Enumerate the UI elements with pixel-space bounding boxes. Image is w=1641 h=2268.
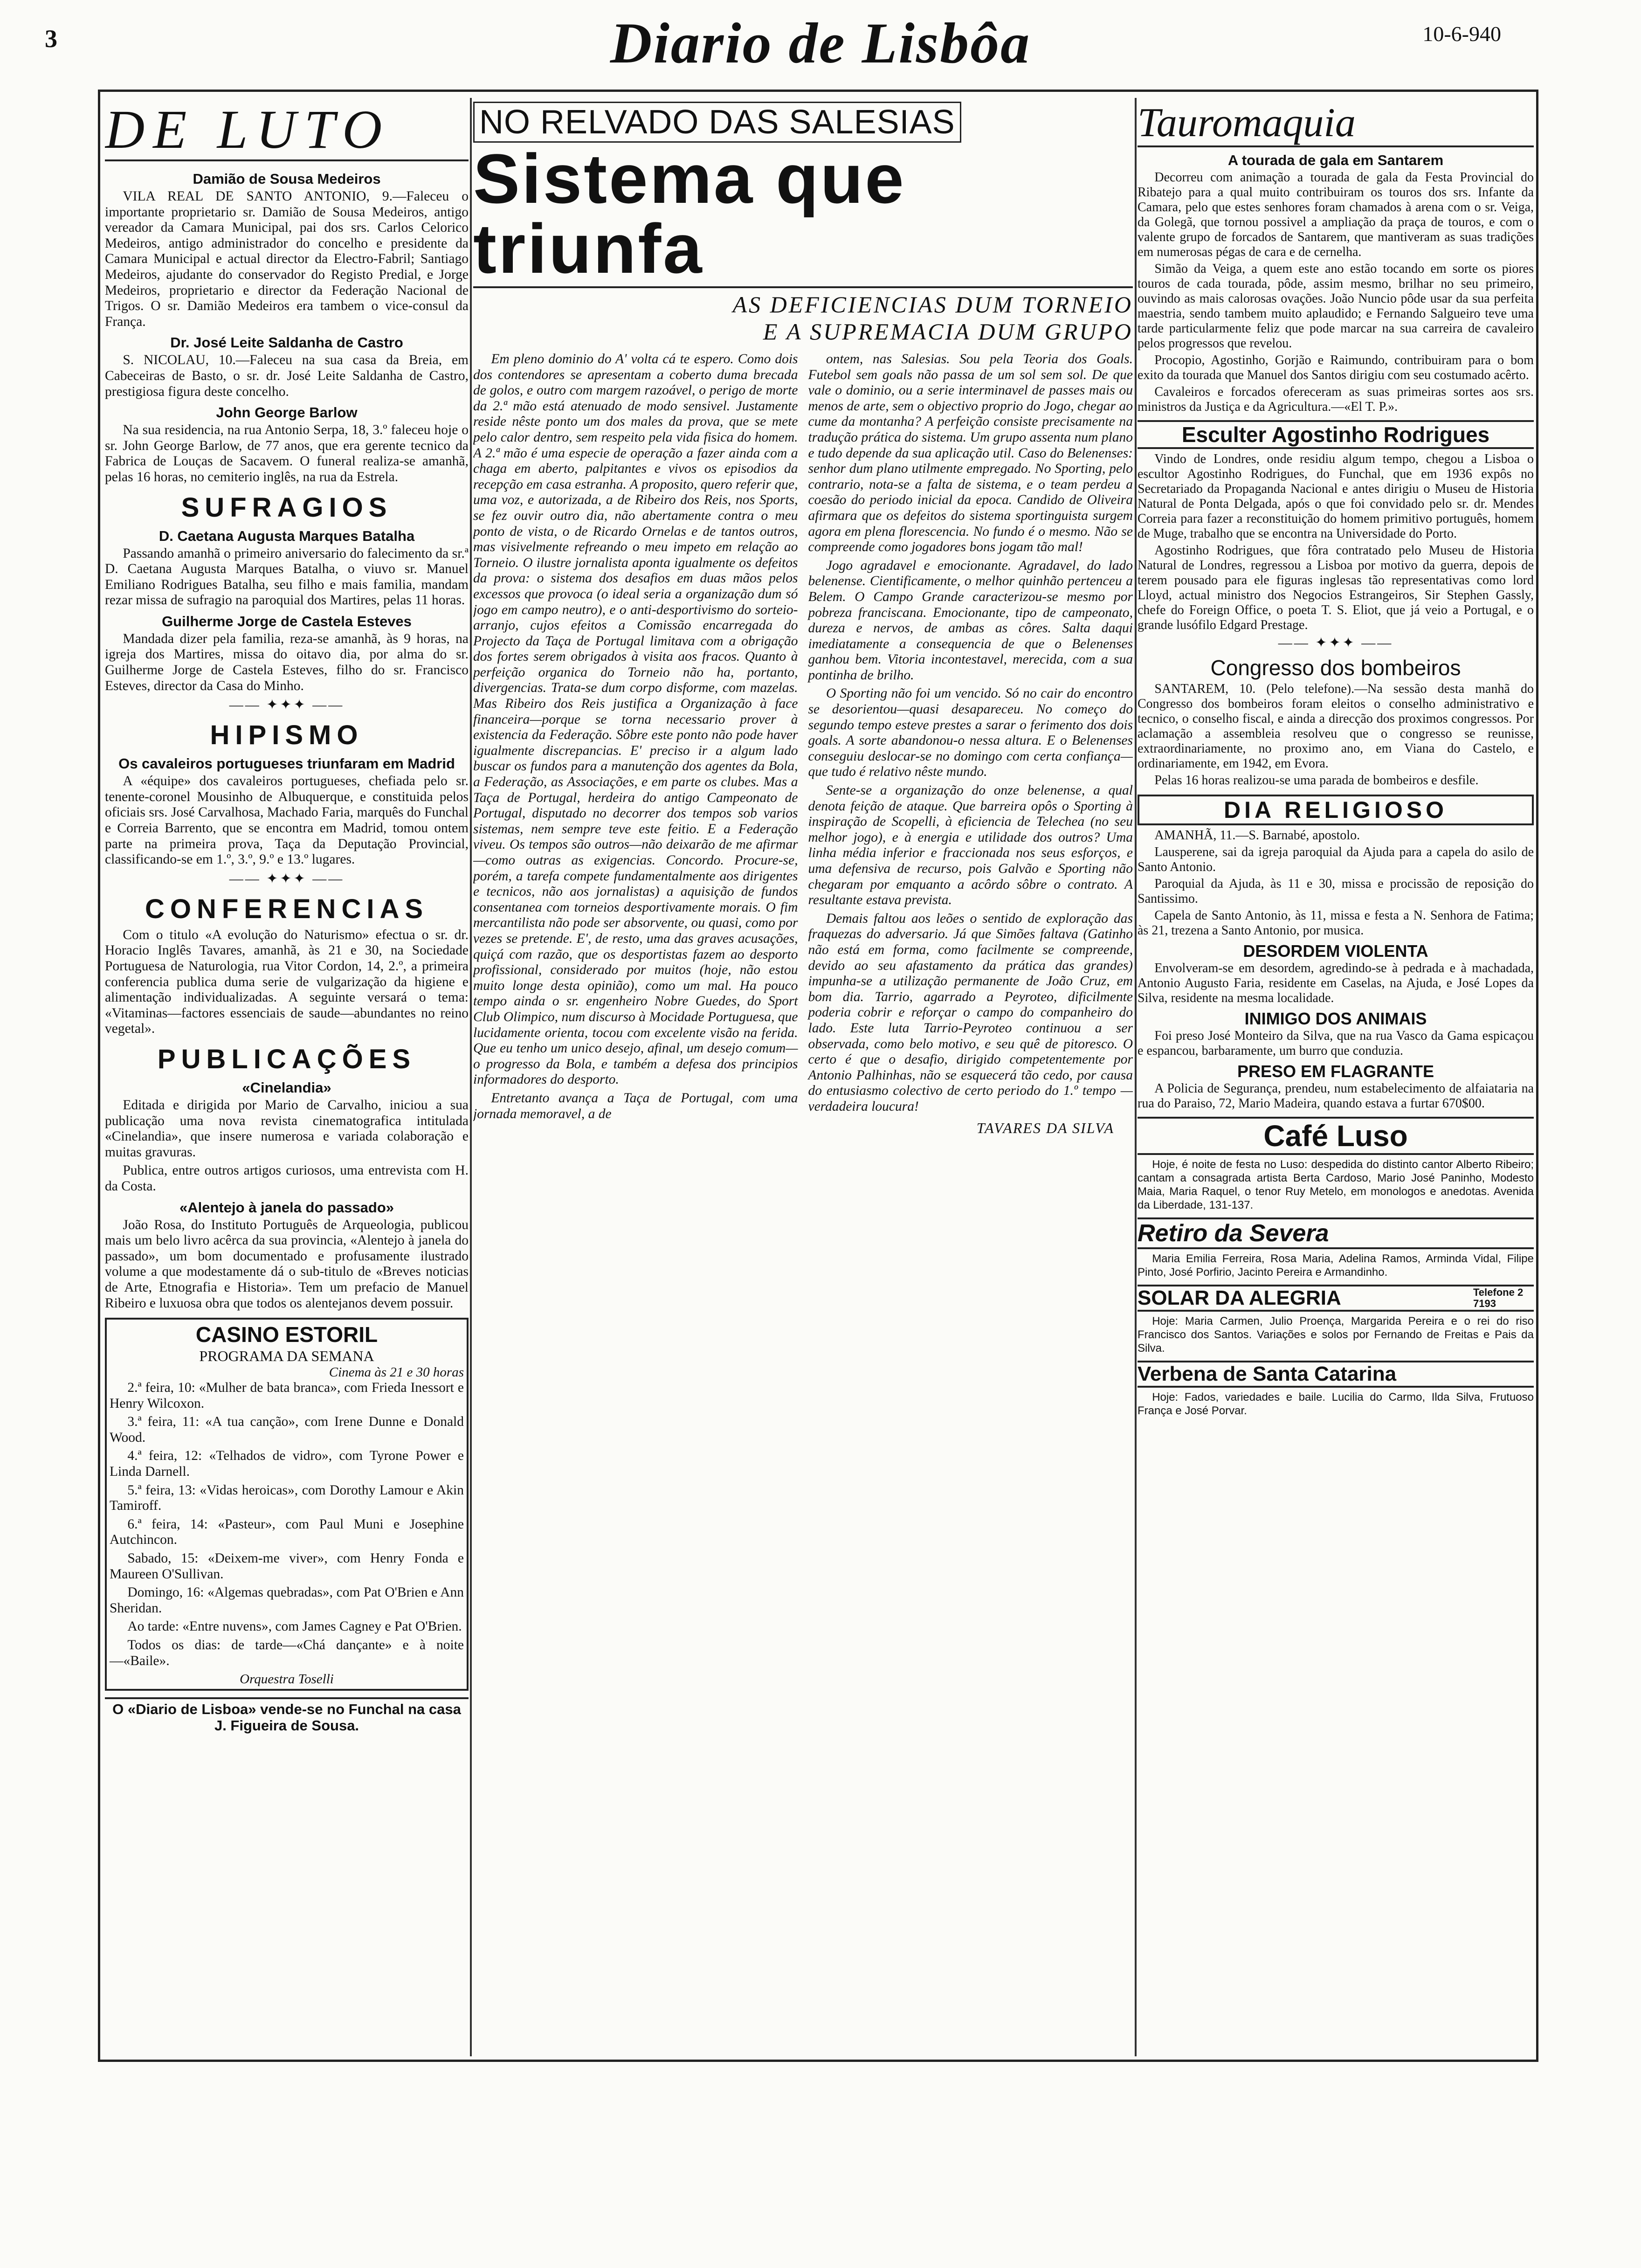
article-headline: Sistema que triunfa <box>473 139 906 288</box>
solar-heading: SOLAR DA ALEGRIA <box>1138 1286 1341 1309</box>
conferencias-heading: CONFERENCIAS <box>145 893 429 924</box>
casino-subtitle: PROGRAMA DA SEMANA <box>199 1348 374 1365</box>
center-column <box>473 98 1133 1140</box>
solar-phone: Telefone 2 7193 <box>1473 1286 1524 1309</box>
ornament-divider: —— ✦✦✦ —— <box>1278 635 1393 650</box>
hipismo-text: A «équipe» dos cavaleiros portugueses, chefiada pelo sr. tenente-coronel Mousinho de Albuquerque, e constituida pelos oficiais srs. José Carvalhosa, Machado Faria, marquês do Funchal e Correia Barrento, que se encontra em Madrid, tomou ontem parte na primeira prova, Taça da Deputação Provincial, classificando-se em 1.º, 3.º, 9.º e 13.º lugares. <box>105 774 469 867</box>
article-deck-line: AS DEFICIENCIAS DUM TORNEIO <box>473 286 1133 318</box>
cafe-text: Hoje, é noite de festa no Luso: despedida do distinto cantor Alberto Ribeiro; cantam a consagrada artista Berta Cardoso, Mario José Paninho, Modesto Maia, Maria Raquel, o tenor Ruy Metelo, em monologos e anedotas. Avenida da Liberdade, 131-137. <box>1138 1158 1534 1211</box>
sufragio-text: Mandada dizer pela familia, reza-se amanhã, às 9 horas, na igreja dos Martires, missa do oitavo dia, por alma do sr. Guilherme Jorge de Castela Esteves, filho do sr. Francisco Esteves, director da Casa do Minho. <box>105 631 469 693</box>
tauromaquia-heading: Tauromaquia <box>1138 101 1534 147</box>
casino-line: 3.ª feira, 11: «A tua canção», com Irene Dunne e Donald Wood. <box>110 1414 464 1445</box>
religioso-paragraph: Lausperene, sai da igreja paroquial da Ajuda para a capela do asilo de Santo Antonio. <box>1138 845 1534 874</box>
ornament-divider: —— ✦✦✦ —— <box>229 871 345 886</box>
solar-text: Hoje: Maria Carmen, Julio Proença, Margarida Pereira e o rei do riso Francisco dos Santos. Variações e solos por Fernando de Freitas e Pais da Silva. <box>1138 1315 1534 1355</box>
article-body <box>473 352 1133 1140</box>
obituary-name: Dr. José Leite Saldanha de Castro <box>170 334 403 351</box>
article-column-b <box>808 352 1133 1140</box>
obituary-name: John George Barlow <box>216 404 358 421</box>
cafe-heading: Café Luso <box>1138 1117 1534 1155</box>
escultor-paragraph: Vindo de Londres, onde residiu algum tempo, chegou a Lisboa o escultor Agostinho Rodrigues, do Funchal, que em 1936 expôs no Secretariado da Propaganda Nacional e antes dirigiu o Museu de Historia Natural de Ponta Delgada, após o que foi convidado pelo sr. dr. Mendes Correia para fazer a reconstituição do homem primitivo português, homem de Muge, trabalho que se encontra na Universidade do Porto. <box>1138 452 1534 541</box>
article-kicker: NO RELVADO DAS SALESIAS <box>473 102 961 143</box>
page-number: 3 <box>45 25 57 53</box>
tauromaquia-paragraph: Procopio, Agostinho, Gorjão e Raimundo, contribuiram para o bom exito da tourada que Manuel dos Santos dirigiu com seu costumado acêrto. <box>1138 353 1534 382</box>
casino-times: Cinema às 21 e 30 horas <box>329 1365 464 1380</box>
article-paragraph: ontem, nas Salesias. Sou pela Teoria dos Goals. Futebol sem goals não passa de um sol sem sol. De que vale o dominio, ou a serie interminavel de passes mais ou menos de arte, sem o objectivo proprio do Jogo, chegar ao cume da montanha? A perfeição consiste precisamente na tradução prática do sistema. Um grupo assenta num plano e tudo depende da sua aplicação util. Caso do Belenenses: senhor dum plano utilmente empregado. No Sporting, pelo contrario, nota-se a falta de sistema, e o team perdeu a coesão do periodo inicial da epoca. Candido de Oliveira afirmara que os defeitos do sistema sportinguista surgem agora em plena florescencia. No fundo é o mesmo. Não se compreende como jogadores bons jogam tão mal! <box>808 352 1133 555</box>
article-paragraph: Demais faltou aos leões o sentido de exploração das fraquezas do adversario. Já que Simões faltava (Gatinho não está em forma, como facilmente se compreende, devido ao seu afastamento da prática das grandes) impunha-se a utilização permanente de João Cruz, em bom dia. Tarrio, agarrado a Peyroteo, dificilmente poderia cobrir e reforçar o campo do companheiro do lado. Este luta Tarrio-Peyroteo continuou a ser observada, como belo motivo, e seu quê de pitoresco. O certo é que o desafio, dirigido competentemente por Antonio Palhinhas, não se esquecerá tão cedo, por causa do entusiasmo colectivo de certo periodo do 1.º tempo — verdadeira loucura! <box>808 911 1133 1114</box>
verbena-text: Hoje: Fados, variedades e baile. Lucilia do Carmo, Ilda Silva, Frutuoso França e José Porvar. <box>1138 1391 1534 1417</box>
casino-line: Domingo, 16: «Algemas quebradas», com Pat O'Brien e Ann Sheridan. <box>110 1585 464 1616</box>
tauromaquia-subheading: A tourada de gala em Santarem <box>1227 152 1444 168</box>
tauromaquia-paragraph: Decorreu com animação a tourada de gala da Festa Provincial do Ribatejo para a qual muito contribuiram os touros dos srs. Infante da Camara, pelo que estes senhores foram chamados à arena com o sr. Veiga, da Golegã, que tornou possivel a ampliação da praça de touros, e com o valente grupo de forcados de Santarem, que mantiveram as suas tradições em numerosas pégas de cara e de cernelha. <box>1138 170 1534 259</box>
dia-religioso-heading: DIA RELIGIOSO <box>1138 795 1534 825</box>
masthead-title: Diario de Lisbôa <box>610 11 1031 75</box>
desordem-text: Envolveram-se em desordem, agredindo-se à pedrada e à machadada, Antonio Augusto Faria, residente em Caselas, na Ajuda, e José Lopes da Silva, residente na mesma localidade. <box>1138 961 1534 1005</box>
publicacoes-heading: PUBLICAÇÕES <box>157 1044 416 1074</box>
obituary-name: Damião de Sousa Medeiros <box>193 171 381 187</box>
preso-heading: PRESO EM FLAGRANTE <box>1237 1062 1434 1081</box>
tauromaquia-paragraph: Simão da Veiga, a quem este ano estão tocando em sorte os piores touros de cada tourada, pôde, assim mesmo, brilhar no seu primeiro, ouvindo as mais calorosas ovações. João Nuncio pôde usar da sua perfeita maestria, sendo tambem muito aplaudido; e Fernando Salgueiro teve uma tarde particularmente feliz que pode marcar na sua carreira de cavaleiro pelos progressos que revelou. <box>1138 262 1534 351</box>
religioso-paragraph: Paroquial da Ajuda, às 11 e 30, missa e procissão de reposição do Santissimo. <box>1138 877 1534 906</box>
hipismo-heading: HIPISMO <box>210 720 364 751</box>
religioso-paragraph: Capela de Santo Antonio, às 11, missa e festa a N. Senhora de Fatima; às 21, trezena a Santo Antonio, por musica. <box>1138 908 1534 938</box>
article-paragraph: Jogo agradavel e emocionante. Agradavel, do lado belenense. Cientificamente, o melhor quinhão pertenceu a Belem. O Campo Grande caracterizou-se mesmo por pobreza franciscana. Emocionante, tipo de campeonato, dureza e nervos, de ambas as côres. Salta daqui imediatamente a consequencia de que o Belenenses ganhou bem. Vitoria incontestavel, merecida, com a sua pontinha de brilho. <box>808 558 1133 683</box>
publication-text: Editada e dirigida por Mario de Carvalho, iniciou a sua publicação uma nova revista cinematografica intitulada «Cinelandia», que insere numerosa e variada colaboração e muitas gravuras. <box>105 1097 469 1160</box>
article-paragraph: O Sporting não foi um vencido. Só no cair do encontro se desorientou—quasi desapareceu. No começo do segundo tempo esteve prestes a sarar o ferimento dos dois goals. A sorte abandonou-o nessa altura. E o Belenenses conseguiu deslocar-se no domingo com certa confiança—que tudo é relativo nêste mundo. <box>808 686 1133 780</box>
desordem-heading: DESORDEM VIOLENTA <box>1243 941 1428 961</box>
obituary-text: Na sua residencia, na rua Antonio Serpa, 18, 3.º faleceu hoje o sr. John George Barlow, de 77 anos, que era gerente tecnico da Fabrica de Louças de Sacavem. O funeral realiza-se amanhã, pelas 16 horas, no cemiterio inglês, na rua da Estrela. <box>105 422 469 484</box>
casino-box <box>105 1318 469 1691</box>
tauromaquia-paragraph: Cavaleiros e forcados ofereceram as suas primeiras sortes aos srs. ministros da Justiça e da Agricultura.—«El T. P.». <box>1138 385 1534 414</box>
escultor-paragraph: Agostinho Rodrigues, que fôra contratado pelo Museu de Historia Natural de Londres, regressou a Lisboa por motivo da guerra, depois de terem pousado para ele figuras inglesas tão representativas como lord Lloyd, actual ministro dos Negocios Estrangeiros, Sir Stephen Gassly, chefe do Foreign Office, o poeta T. S. Eliot, que já veio a Portugal, e o grande lusófilo Edgard Prestage. <box>1138 543 1534 632</box>
column-rule <box>470 98 472 2056</box>
article-paragraph: Em pleno dominio do A' volta cá te espero. Como dois dos contendores se apresentam a coberto duma brecada de golos, e outro com margem razoável, o perigo de morte da 2.ª mão está atenuado de modo sensivel. Justamente reside nêste ponto um dos males da prova, que se mete pelo calor dentro, sem respeito pela vida fisica do homem. A 2.ª mão é uma especie de operação a fazer ainda com a chaga em aberto, palpitantes e vivos os episodios da recepção em casa estranha. A proposito, quero referir que, uma voz, e autorizada, a de Ribeiro dos Reis, nos Sports, se fez ouvir outro dia, não abertamente contra o meu ponto de vista, o de Ricardo Ornelas e de tantos outros, mas visivelmente refreando o meu impeto em relação ao Torneio. O ilustre jornalista aponta igualmente os defeitos da prova: o sistema dos desafios em duas mãos pelos excessos que provoca (o ideal seria a organização dum só jogo em campo neutro), e o anti-desportivismo do sorteio-arranjo, cujos efeitos a Comissão encarregada do Projecto da Taça de Portugal limitava com a obrigação dos fortes serem obrigados à visita aos fracos. Quanto à perfeição organica do Torneio não ha, portanto, divergencias. Trata-se dum corpo disforme, com mazelas. Mas Ribeiro dos Reis justifica a Organização à face financeira—porque se torna necessario prover à existencia da Federação. Sôbre este ponto não pode haver igualmente discrepancias. E' preciso ir a algum lado buscar os fundos para a manutenção dos agentes da Bola, a Federação, as Associações, e em parte os clubes. Mas a Taça de Portugal, herdeira do antigo Campeonato de Portugal, disputado no decorrer dos tempos sob varios sistemas, nem sempre teve este feitio. E a Federação viveu. Os tempos são outros—não deixarão de me afirmar—como outras as exigencias. Concordo. Procure-se, porém, a tarefa compete fundamentalmente aos dirigentes e tecnicos, não aos jornalistas) a aquisição de fundos consentanea com torneios desportivamente morais. O fim mercantilista não pode ser absorvente, ou quasi, como por vezes se pretende. E', de resto, uma das graves acusações, quiçá com razão, que os desportistas fazem ao desporto profissional, considerado por muitos (hoje, não estou muito longe desta opinião), como um mal. Ha pouco tempo ainda o sr. engenheiro Nobre Guedes, do Sport Club Olimpico, num discurso à Mocidade Portuguesa, que lucidamente orienta, tocou com excelente visão na ferida. Que eu tenho um unico desejo, afinal, um desejo comum—o progresso da Bola, e também a defesa dos principios informadores do desporto. <box>473 352 798 1087</box>
inimigo-heading: INIMIGO DOS ANIMAIS <box>1244 1009 1427 1028</box>
left-column <box>105 98 469 1736</box>
publication-text: João Rosa, do Instituto Português de Arqueologia, publicou mais um belo livro acêrca da sua provincia, «Alentejo à janela do passado», um bom documentado e profusamente ilustrado volume a que modestamente dá o sub-titulo de «Breves noticias de Arte, Etnografia e Historia». Tem um prefacio de Manuel Ribeiro e luxuosa obra que todos os alentejanos devem possuir. <box>105 1217 469 1311</box>
publication-name: «Cinelandia» <box>242 1079 331 1096</box>
religioso-paragraph: AMANHÃ, 11.—S. Barnabé, apostolo. <box>1154 828 1360 843</box>
casino-orchestra: Orquestra Toselli <box>240 1672 334 1687</box>
de-luto-heading: DE LUTO <box>105 100 469 161</box>
article-column-a <box>473 352 798 1140</box>
casino-line: Ao tarde: «Entre nuvens», com James Cagney e Pat O'Brien. <box>127 1619 462 1634</box>
ornament-divider: —— ✦✦✦ —— <box>229 697 345 713</box>
sufragios-heading: SUFRAGIOS <box>181 492 393 523</box>
inimigo-text: Foi preso José Monteiro da Silva, que na rua Vasco da Gama espicaçou e espancou, barbaramente, um burro que conduzia. <box>1138 1029 1534 1058</box>
bombeiros-paragraph: SANTAREM, 10. (Pelo telefone).—Na sessão desta manhã do Congresso dos bombeiros foram eleitos o conselho administrativo e tecnico, o conselho fiscal, e ainda a direcção dos proximos congressos. Por aclamação a assembleia resolveu que o congresso se reunisse, extraordinariamente, no proximo ano, em Viana do Castelo, e ordinariamente, em 1942, em Evora. <box>1138 682 1534 771</box>
sufragio-text: Passando amanhã o primeiro aniversario do falecimento da sr.ª D. Caetana Augusta Marques Batalha, o viuvo sr. Manuel Emiliano Rodrigues Batalha, seu filho e mais familia, mandam rezar missa de sufragio na paroquial dos Martires, pelas 11 horas. <box>105 546 469 608</box>
column-rule <box>1135 98 1137 2056</box>
casino-title: CASINO ESTORIL <box>195 1322 378 1347</box>
conferencias-text: Com o titulo «A evolução do Naturismo» efectua o sr. dr. Horacio Inglês Tavares, amanhã, às 21 e 30, na Sociedade Portuguesa de Naturologia, rua Vitor Cordon, 14, 2.º, a primeira conferencia publica duma serie de vulgarização da higiene e alimentação individualizadas. A seguinte versará o tema: «Vitaminas—factores essenciais de saude—abundantes no reino vegetal». <box>105 927 469 1037</box>
issue-date: 10-6-940 <box>1422 22 1501 46</box>
article-paragraph: Entretanto avança a Taça de Portugal, com uma jornada memoravel, a de <box>473 1090 798 1121</box>
casino-line: 6.ª feira, 14: «Pasteur», com Paul Muni e Josephine Autchincon. <box>110 1516 464 1548</box>
retiro-heading: Retiro da Severa <box>1138 1217 1534 1249</box>
right-column <box>1138 98 1534 1419</box>
casino-line: Todos os dias: de tarde—«Chá dançante» e à noite—«Baile». <box>110 1638 464 1668</box>
sufragio-name: Guilherme Jorge de Castela Esteves <box>162 613 412 629</box>
publication-name: «Alentejo à janela do passado» <box>179 1199 394 1216</box>
solar-heading-row <box>1138 1285 1534 1312</box>
casino-line: 5.ª feira, 13: «Vidas heroicas», com Dorothy Lamour e Akin Tamiroff. <box>110 1482 464 1514</box>
footer-note: O «Diario de Lisboa» vende-se no Funchal na casa J. Figueira de Sousa. <box>105 1697 469 1734</box>
casino-line: 2.ª feira, 10: «Mulher de bata branca», com Frieda Inessort e Henry Wilcoxon. <box>110 1380 464 1411</box>
verbena-heading: Verbena de Santa Catarina <box>1138 1361 1534 1388</box>
escultor-heading: Esculter Agostinho Rodrigues <box>1138 420 1534 449</box>
hipismo-subheading: Os cavaleiros portugueses triunfaram em Madrid <box>118 755 455 772</box>
bombeiros-heading: Congresso dos bombeiros <box>1210 656 1461 680</box>
bombeiros-paragraph: Pelas 16 horas realizou-se uma parada de bombeiros e desfile. <box>1154 773 1479 788</box>
publication-text: Publica, entre outros artigos curiosos, uma entrevista com H. da Costa. <box>105 1163 469 1194</box>
preso-text: A Policia de Segurança, prendeu, num estabelecimento de alfaiataria na rua do Paraiso, 72, Mario Madeira, quando estava a furtar 670$00. <box>1138 1081 1534 1111</box>
article-byline: TAVARES DA SILVA <box>976 1119 1114 1136</box>
casino-line: 4.ª feira, 12: «Telhados de vidro», com Tyrone Power e Linda Darnell. <box>110 1448 464 1480</box>
obituary-text: S. NICOLAU, 10.—Faleceu na sua casa da Breia, em Cabeceiras de Basto, o sr. dr. José Leite Saldanha de Castro, prestigiosa figura deste concelho. <box>105 353 469 399</box>
retiro-text: Maria Emilia Ferreira, Rosa Maria, Adelina Ramos, Arminda Vidal, Filipe Pinto, José Porfirio, Jacinto Pereira e Armandinho. <box>1138 1252 1534 1279</box>
article-deck-line: E A SUPREMACIA DUM GRUPO <box>763 318 1133 345</box>
obituary-text: VILA REAL DE SANTO ANTONIO, 9.—Faleceu o importante proprietario sr. Damião de Sousa Medeiros, antigo vereador da Camara Municipal, pai dos srs. Carlos Celorico Medeiros, antigo administrador do concelho e presidente da Camara Municipal e actual director da Electro-Fabril; Santiago Medeiros, ajudante do conservador do Registo Predial, e Jorge Medeiros, proprietario e director da Federação Nacional de Trigos. O sr. Damião Medeiros era tambem o vice-consul da França. <box>105 189 469 329</box>
sufragio-name: D. Caetana Augusta Marques Batalha <box>159 527 415 544</box>
casino-line: Sabado, 15: «Deixem-me viver», com Henry Fonda e Maureen O'Sullivan. <box>110 1551 464 1582</box>
article-paragraph: Sente-se a organização do onze belenense, a qual denota feição de ataque. Que barreira opôs o Sporting à inspiração de Scopelli, à eficiencia de Telechea (no seu melhor jogo), e à energia e utilidade dos outros? Uma linha média inferior e fraccionada nos seus esforços, e uma defensiva de recurso, pois Galvão e Sporting não chegaram por emquanto a acôrdo sôbre o contrato. A resultante estava prevista. <box>808 783 1133 908</box>
